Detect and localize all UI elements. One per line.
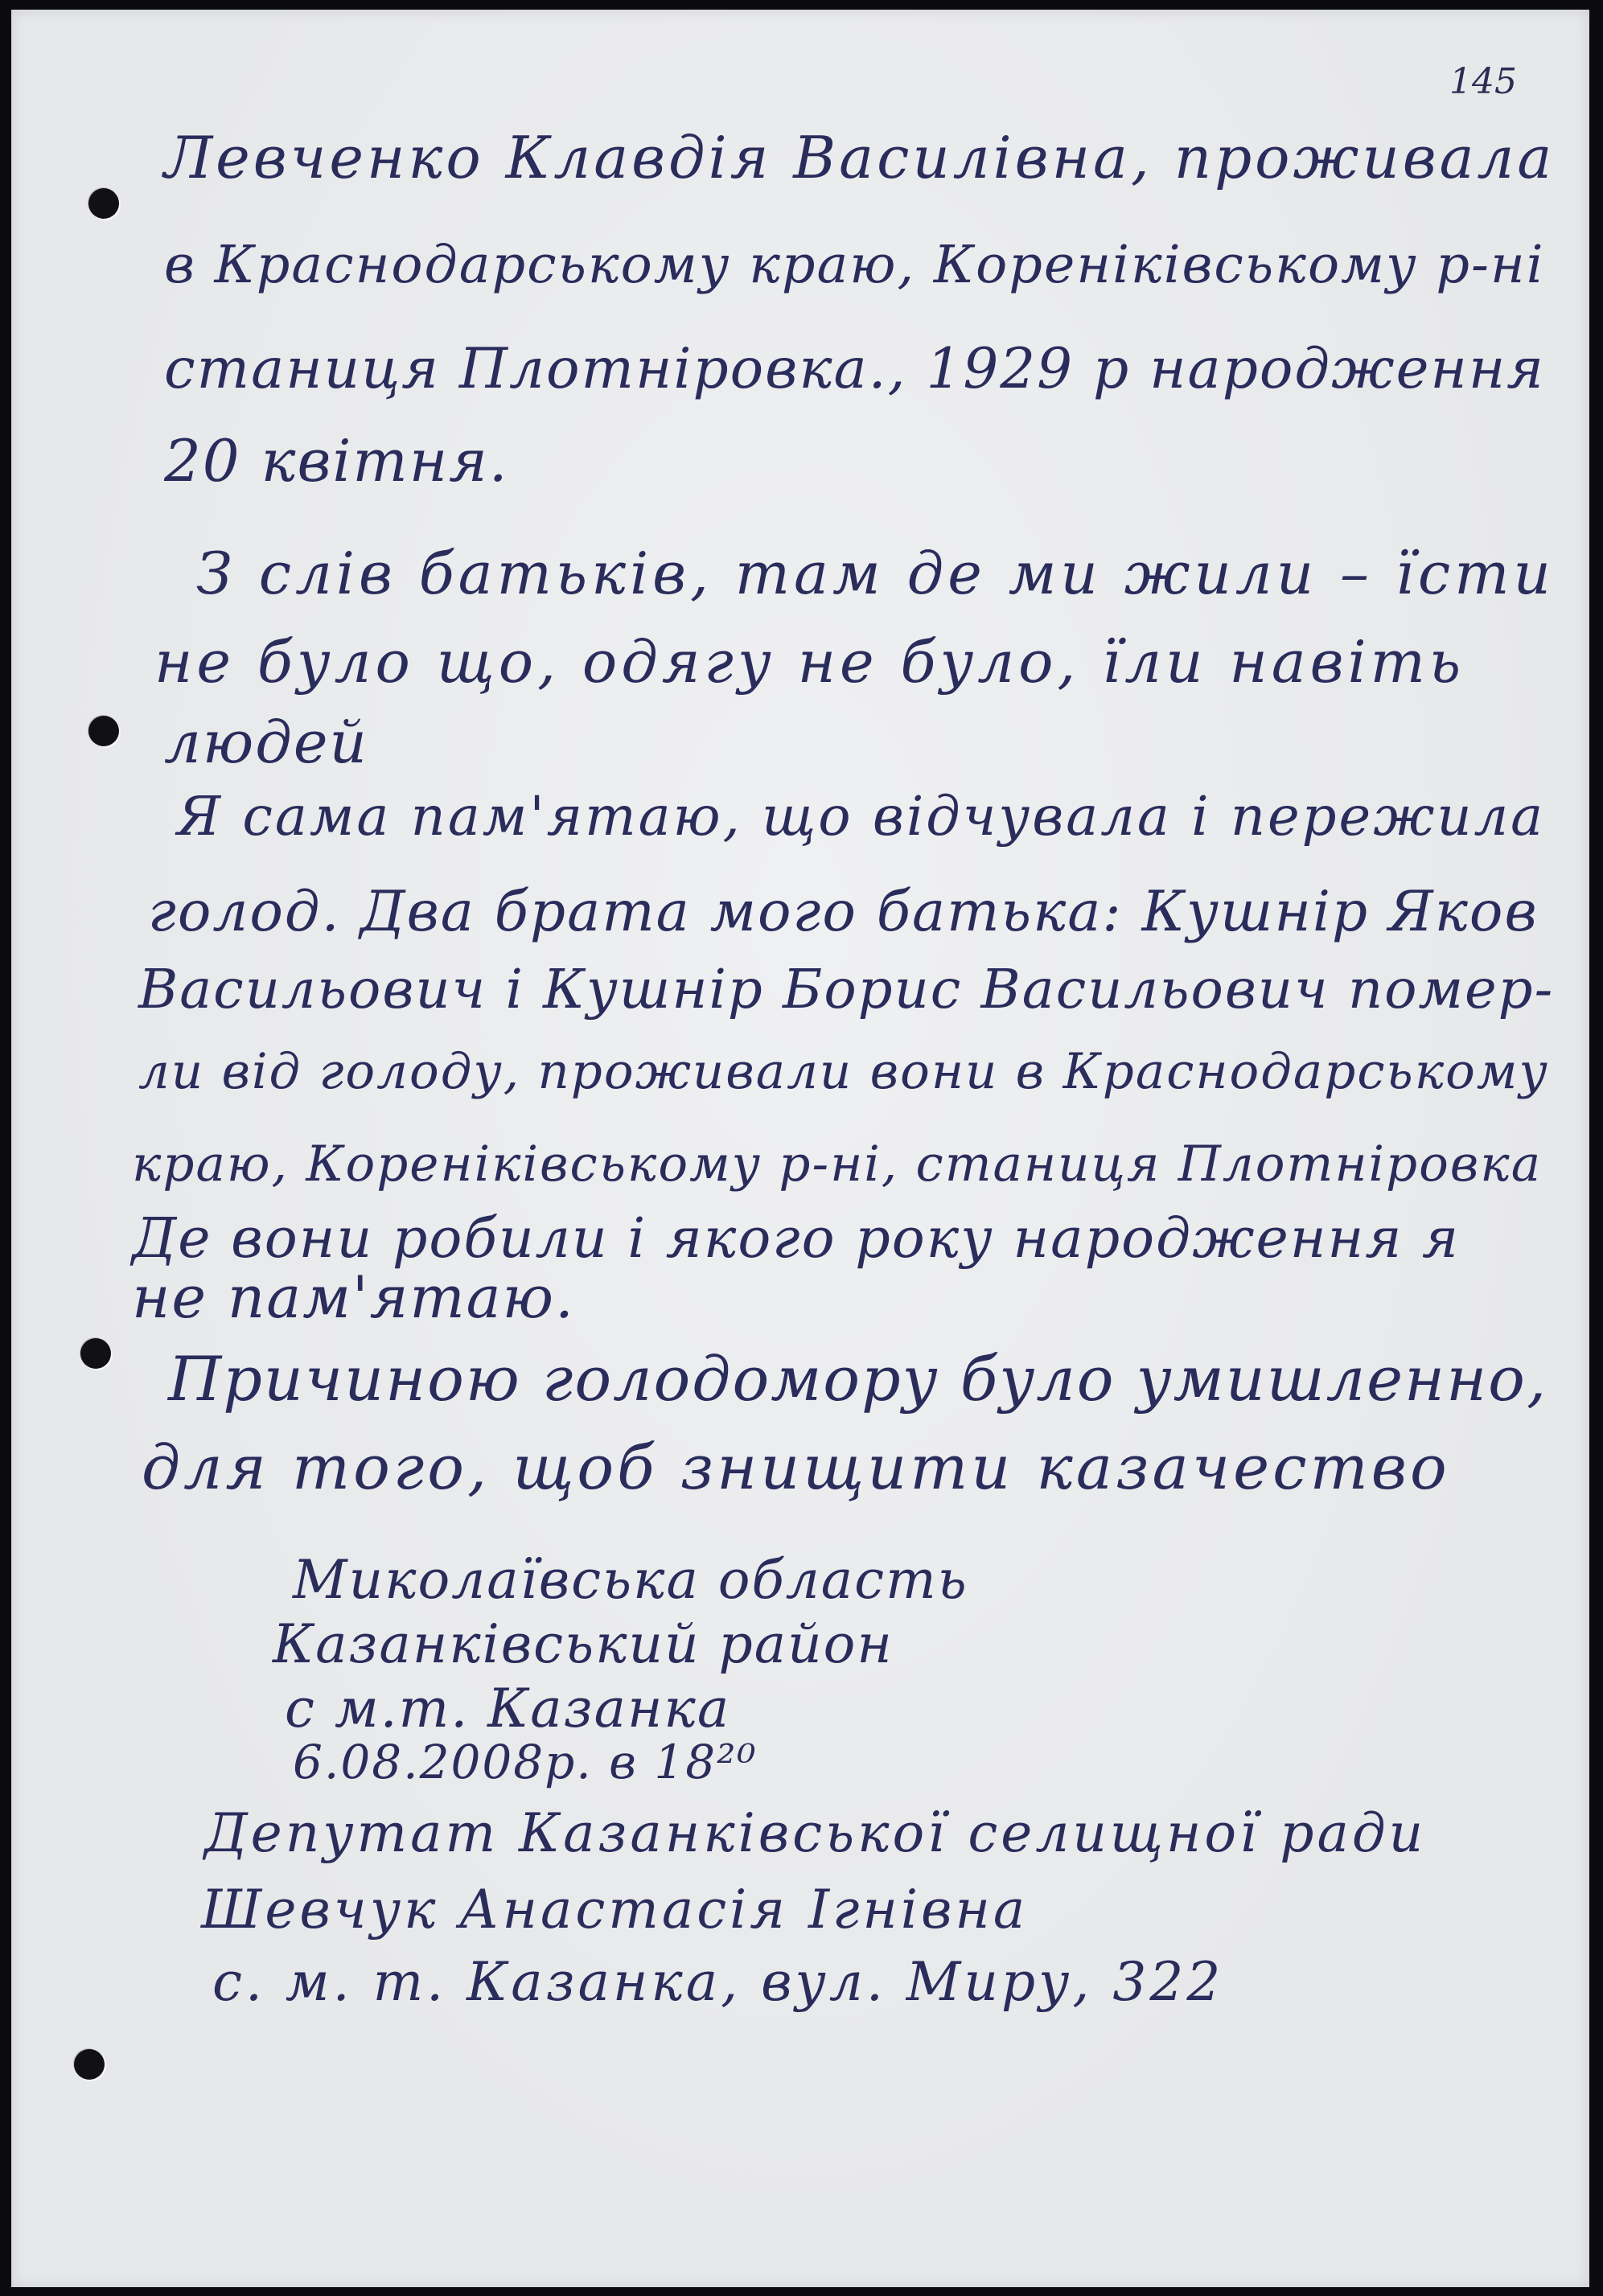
testimony-line: Де вони робили і якого року народження я	[132, 1207, 1461, 1271]
testimony-line: З слів батьків, там де ми жили – їсти	[196, 540, 1555, 607]
testimony-line: краю, Кореніківському р-ні, станиця Плотніровка	[132, 1136, 1543, 1193]
location-line: Казанківський район	[273, 1613, 894, 1675]
punch-hole	[88, 716, 119, 746]
testimony-line: не було що, одягу не було, їли навіть	[154, 628, 1465, 696]
recorder-name: Шевчук Анастасія Ігнівна	[201, 1879, 1029, 1941]
testimony-line: голод. Два брата мого батька: Кушнір Яков	[148, 880, 1539, 944]
punch-hole	[88, 188, 119, 219]
testimony-line: 20 квітня.	[164, 427, 509, 495]
location-line: Миколаївська область	[293, 1549, 968, 1611]
testimony-line: Я сама пам'ятаю, що відчувала і пережила	[177, 785, 1546, 848]
page-number: 145	[1449, 61, 1517, 102]
punch-hole	[74, 2049, 105, 2080]
testimony-line: не пам'ятаю.	[132, 1263, 575, 1331]
testimony-line: Левченко Клавдія Василівна, проживала	[164, 124, 1556, 191]
testimony-line: в Краснодарському краю, Кореніківському р-ні	[164, 235, 1545, 295]
testimony-line: Причиною голодомору було умишленно,	[168, 1343, 1548, 1415]
location-line: с м.т. Казанка	[285, 1678, 731, 1739]
date-time-line: 6.08.2008р. в 18²⁰	[293, 1735, 758, 1789]
testimony-line: станиця Плотніровка., 1929 р народження	[164, 337, 1545, 401]
testimony-line: для того, щоб знищити казачество	[142, 1431, 1450, 1503]
testimony-line: ли від голоду, проживали вони в Краснодарському	[138, 1043, 1549, 1100]
recorder-title: Депутат Казанківської селищної ради	[204, 1802, 1427, 1864]
recorder-address: с. м. т. Казанка, вул. Миру, 322	[212, 1951, 1224, 2013]
testimony-line: Васильович і Кушнір Борис Васильович помер-	[138, 958, 1555, 1021]
paper-page	[11, 10, 1589, 2287]
testimony-line: людей	[164, 709, 368, 776]
punch-hole	[80, 1338, 111, 1369]
